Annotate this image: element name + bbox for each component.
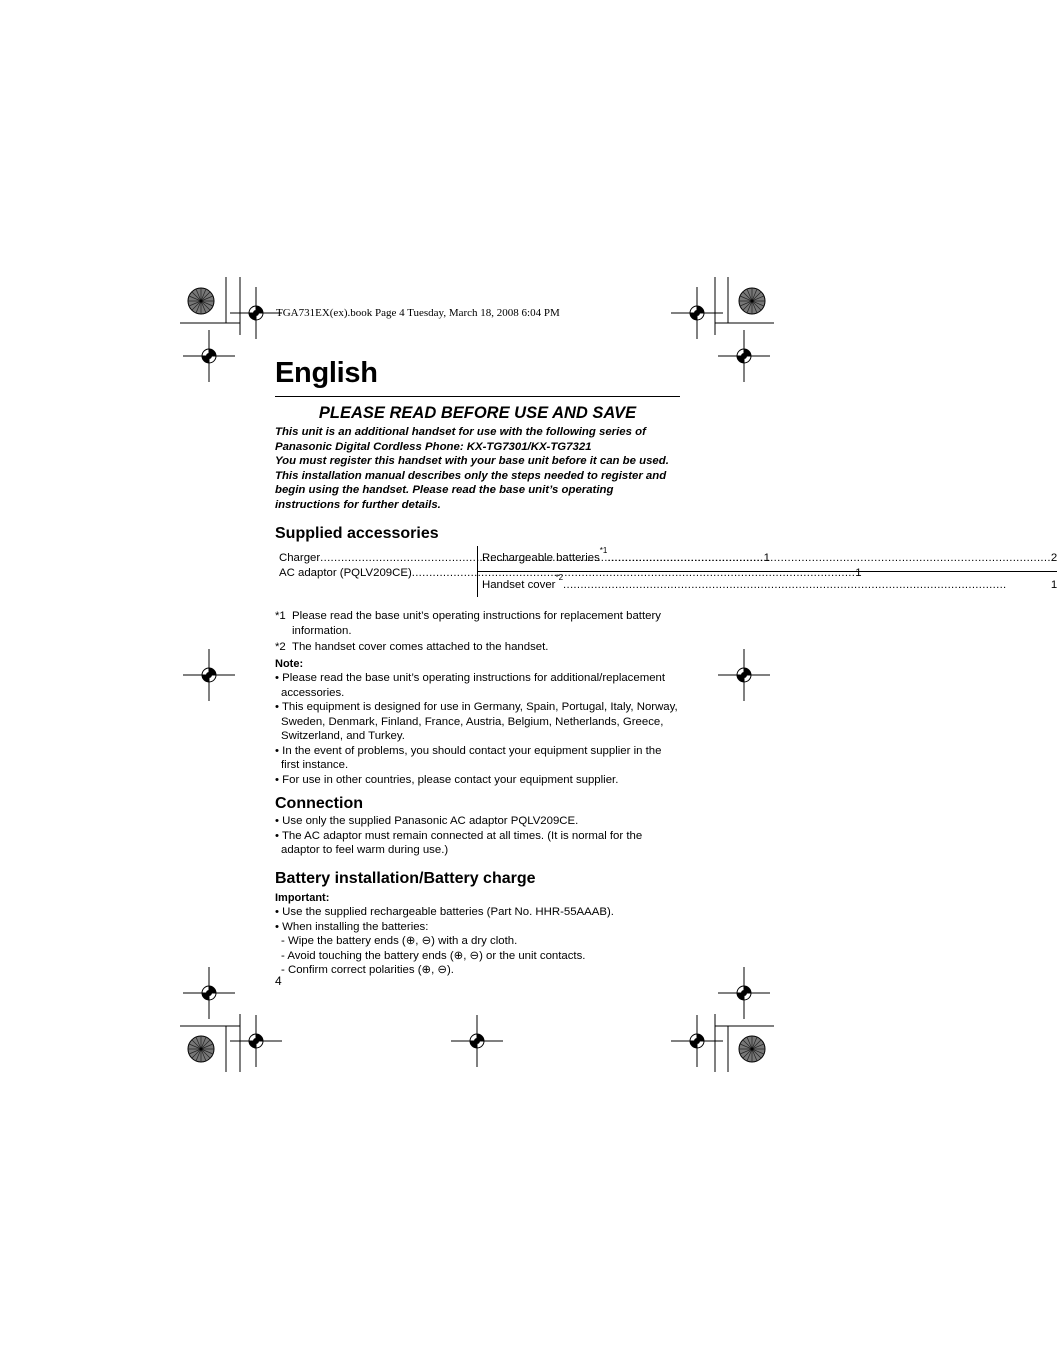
accessory-qty: 1 [763,552,770,564]
list-item: - Avoid touching the battery ends (⊕, ⊖) or the unit contacts. [281,949,680,964]
list-item: • The AC adaptor must remain connected at all times. (It is normal for the adaptor to feel warm during use.) [275,829,680,858]
footnote-mark: *2 [555,572,564,582]
important-label: Important: [275,891,330,904]
footnote-mark: *2 [275,641,286,653]
footnote-mark: *1 [275,610,286,622]
accessory-qty: 2 [1050,552,1057,564]
accessory-qty: 1 [1050,578,1057,591]
notice-section [275,404,680,512]
list-item: - Confirm correct polarities (⊕, ⊖). [281,963,680,978]
notes-list [275,671,680,787]
accessory-name: Charger [279,552,321,564]
print-header: TGA731EX(ex).book Page 4 Tuesday, March 18, 2008 6:04 PM [276,307,560,319]
footnote-mark: *1 [599,546,608,555]
list-item: • This equipment is designed for use in Germany, Spain, Portugal, Italy, Norway, Sweden, Denmark, Finland, France, Austria, Belgium, Netherlands, Greece, Switzerland, and Turkey. [275,700,680,744]
notice-paragraph: This unit is an additional handset for use with the following series of Panasonic Digital Cordless Phone: KX-TG7301/KX-TG7321 [275,426,646,453]
accessories-right-column [477,546,1057,597]
footnote-text: Please read the base unit’s operating instructions for replacement battery information. [292,610,661,637]
accessory-row [279,566,862,581]
notice-title: PLEASE READ BEFORE USE AND SAVE [318,404,637,422]
accessory-name: Handset cover [482,578,556,591]
connection-heading: Connection [275,795,363,812]
accessory-row [478,571,1057,598]
notice-paragraph: You must register this handset with your base unit before it can be used. This installation manual describes only the steps needed to register and begin using the handset. Please read the base unit’s operating instructions for further details. [275,455,669,511]
list-item: • Please read the base unit’s operating instructions for additional/replacement accessories. [275,671,680,700]
accessory-name: AC adaptor (PQLV209CE) [279,566,412,579]
connection-list [275,814,680,858]
language-title: English [275,357,378,389]
title-rule [275,396,680,397]
list-item: • In the event of problems, you should contact your equipment supplier in the first instance. [275,744,680,773]
battery-sub-list [275,934,680,978]
list-item: • Use only the supplied Panasonic AC adaptor PQLV209CE. [275,814,680,829]
list-item: • When installing the batteries: [275,920,680,935]
footnote-text: The handset cover comes attached to the handset. [292,641,549,653]
battery-heading: Battery installation/Battery charge [275,869,536,887]
list-item: • For use in other countries, please contact your equipment supplier. [275,773,680,788]
battery-list [275,905,680,934]
list-item: • Use the supplied rechargeable batteries (Part No. HHR-55AAAB). [275,905,680,920]
accessory-row [478,546,1057,571]
list-item: - Wipe the battery ends (⊕, ⊖) with a dry cloth. [281,934,680,949]
supplied-accessories-heading: Supplied accessories [275,525,439,542]
accessories-table [275,546,1057,597]
page-number: 4 [275,974,282,988]
accessory-qty: 1 [855,566,862,579]
manual-page-content [275,356,1057,978]
footnote [275,609,680,638]
footnote [275,640,680,655]
accessory-name: Rechargeable batteries [482,552,600,564]
note-label: Note: [275,657,304,670]
